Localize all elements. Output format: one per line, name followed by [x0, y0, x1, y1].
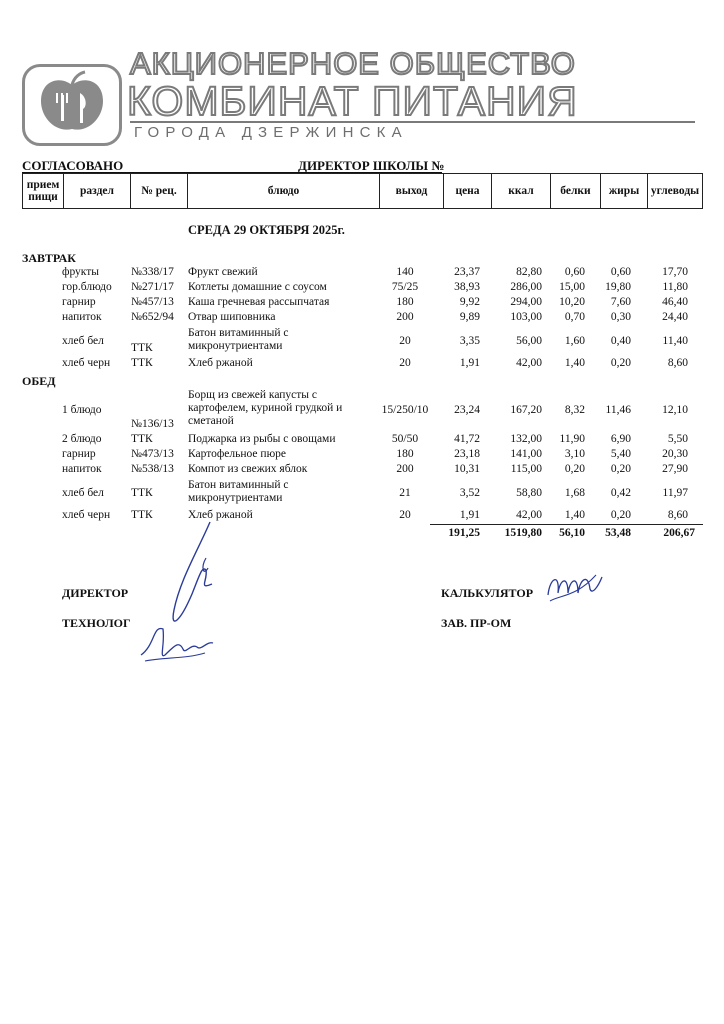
row-fat: 0,60: [610, 266, 631, 278]
row-carbs: 5,50: [667, 433, 688, 445]
row-section: напиток: [62, 311, 102, 323]
row-output: 180: [396, 296, 414, 308]
director-signature-label: ДИРЕКТОР: [62, 586, 129, 600]
row-protein: 0,60: [564, 266, 585, 278]
lunch-title: ОБЕД: [22, 374, 56, 388]
row-recipe: №271/17: [131, 281, 174, 293]
row-price: 41,72: [454, 433, 480, 445]
row-output: 21: [399, 487, 411, 499]
row-fat: 19,80: [605, 281, 631, 293]
row-fat: 0,30: [610, 311, 631, 323]
row-dish: Котлеты домашние с соусом: [188, 281, 327, 293]
row-carbs: 11,97: [662, 487, 688, 499]
col-fat: жиры: [601, 174, 648, 209]
row-price: 23,18: [454, 448, 480, 460]
row-price: 9,92: [459, 296, 480, 308]
menu-header-table: [22, 173, 703, 209]
row-price: 9,89: [459, 311, 480, 323]
row-carbs: 27,90: [662, 463, 688, 475]
row-dish: микронутриентами: [188, 492, 283, 504]
col-protein: белки: [551, 174, 601, 209]
row-output: 20: [399, 335, 411, 347]
technologist-signature-label: ТЕХНОЛОГ: [62, 616, 131, 630]
row-protein: 11,90: [559, 433, 585, 445]
row-price: 3,35: [459, 335, 480, 347]
technologist-signature-scribble: [135, 615, 235, 675]
row-price: 23,37: [454, 266, 480, 278]
col-price: цена: [444, 174, 492, 209]
row-dish: Хлеб ржаной: [188, 509, 253, 521]
row-section: гарнир: [62, 448, 96, 460]
row-section: 1 блюдо: [62, 404, 102, 416]
apple-fork-knife-logo-icon: [25, 67, 119, 143]
col-carbs: углеводы: [648, 174, 703, 209]
row-price: 1,91: [459, 509, 480, 521]
company-logo: [22, 64, 122, 146]
row-output: 180: [396, 448, 414, 460]
row-protein: 1,68: [564, 487, 585, 499]
row-carbs: 11,80: [662, 281, 688, 293]
row-fat: 6,90: [610, 433, 631, 445]
row-protein: 8,32: [564, 404, 585, 416]
row-recipe: №652/94: [131, 311, 174, 323]
row-dish: картофелем, куриной грудкой и: [188, 402, 343, 414]
row-section: гор.блюдо: [62, 281, 112, 293]
calculator-signature-scribble: [540, 565, 610, 610]
row-recipe: ТТК: [131, 509, 153, 521]
row-dish: Хлеб ржаной: [188, 357, 253, 369]
row-dish: Фрукт свежий: [188, 266, 258, 278]
row-fat: 5,40: [610, 448, 631, 460]
company-city: ГОРОДА ДЗЕРЖИНСКА: [134, 124, 408, 141]
menu-date: СРЕДА 29 ОКТЯБРЯ 2025г.: [188, 223, 345, 237]
row-dish: Батон витаминный с: [188, 479, 289, 491]
row-dish: Борщ из свежей капусты с: [188, 389, 318, 401]
row-recipe: ТТК: [131, 487, 153, 499]
row-kcal: 42,00: [516, 509, 542, 521]
totals-rule: [430, 524, 703, 525]
row-output: 20: [399, 357, 411, 369]
total-carbs: 206,67: [663, 527, 695, 539]
row-carbs: 24,40: [662, 311, 688, 323]
row-fat: 0,20: [610, 463, 631, 475]
row-protein: 1,40: [564, 357, 585, 369]
row-output: 200: [396, 311, 414, 323]
row-price: 10,31: [454, 463, 480, 475]
row-kcal: 82,80: [516, 266, 542, 278]
row-dish: сметаной: [188, 415, 234, 427]
company-name: КОМБИНАТ ПИТАНИЯ: [127, 78, 578, 124]
row-section: фрукты: [62, 266, 99, 278]
row-output: 200: [396, 463, 414, 475]
total-price: 191,25: [448, 527, 480, 539]
row-kcal: 294,00: [510, 296, 542, 308]
row-fat: 7,60: [610, 296, 631, 308]
row-kcal: 58,80: [516, 487, 542, 499]
row-dish: Поджарка из рыбы с овощами: [188, 433, 336, 445]
col-meal: прием пищи: [23, 174, 64, 209]
row-carbs: 11,40: [662, 335, 688, 347]
row-dish: Батон витаминный с: [188, 327, 289, 339]
col-kcal: ккал: [492, 174, 551, 209]
row-section: хлеб бел: [62, 487, 104, 499]
row-section: 2 блюдо: [62, 433, 102, 445]
row-price: 3,52: [459, 487, 480, 499]
row-price: 1,91: [459, 357, 480, 369]
col-section: раздел: [64, 174, 131, 209]
row-price: 38,93: [454, 281, 480, 293]
row-recipe: ТТК: [131, 433, 153, 445]
row-carbs: 46,40: [662, 296, 688, 308]
row-kcal: 167,20: [510, 404, 542, 416]
agreed-label: СОГЛАСОВАНО: [22, 158, 124, 173]
row-recipe: №136/13: [131, 418, 174, 430]
row-dish: Картофельное пюре: [188, 448, 287, 460]
row-fat: 0,20: [610, 509, 631, 521]
row-recipe: ТТК: [131, 357, 153, 369]
breakfast-title: ЗАВТРАК: [22, 251, 77, 265]
calculator-signature-label: КАЛЬКУЛЯТОР: [441, 586, 534, 600]
row-dish: микронутриентами: [188, 340, 283, 352]
row-output: 20: [399, 509, 411, 521]
row-output: 15/250/10: [381, 404, 429, 416]
row-fat: 0,40: [610, 335, 631, 347]
total-protein: 56,10: [559, 527, 585, 539]
row-section: гарнир: [62, 296, 96, 308]
row-kcal: 103,00: [510, 311, 542, 323]
row-dish: Компот из свежих яблок: [188, 463, 308, 475]
row-section: хлеб бел: [62, 335, 104, 347]
row-recipe: №457/13: [131, 296, 174, 308]
row-section: хлеб черн: [62, 357, 111, 369]
row-kcal: 42,00: [516, 357, 542, 369]
row-kcal: 141,00: [510, 448, 542, 460]
row-recipe: №538/13: [131, 463, 174, 475]
total-fat: 53,48: [605, 527, 631, 539]
row-output: 75/25: [391, 281, 419, 293]
row-dish: Каша гречневая рассыпчатая: [188, 296, 330, 308]
row-recipe: ТТК: [131, 342, 153, 354]
row-protein: 3,10: [564, 448, 585, 460]
row-price: 23,24: [454, 404, 480, 416]
row-dish: Отвар шиповника: [188, 311, 276, 323]
col-recipe: № рец.: [131, 174, 188, 209]
row-protein: 1,60: [564, 335, 585, 347]
row-protein: 0,70: [564, 311, 585, 323]
row-carbs: 20,30: [662, 448, 688, 460]
row-recipe: №473/13: [131, 448, 174, 460]
row-carbs: 8,60: [667, 509, 688, 521]
row-protein: 15,00: [559, 281, 585, 293]
row-protein: 1,40: [564, 509, 585, 521]
row-output: 140: [396, 266, 414, 278]
col-output: выход: [380, 174, 444, 209]
row-carbs: 12,10: [662, 404, 688, 416]
row-section: хлеб черн: [62, 509, 111, 521]
director-school-label: ДИРЕКТОР ШКОЛЫ №: [298, 158, 445, 173]
col-dish: блюдо: [188, 174, 380, 209]
row-kcal: 132,00: [510, 433, 542, 445]
row-output: 50/50: [391, 433, 419, 445]
row-fat: 0,20: [610, 357, 631, 369]
row-protein: 10,20: [559, 296, 585, 308]
head-production-signature-label: ЗАВ. ПР-ОМ: [441, 616, 512, 630]
row-kcal: 115,00: [510, 463, 542, 475]
row-carbs: 17,70: [662, 266, 688, 278]
row-carbs: 8,60: [667, 357, 688, 369]
row-fat: 11,46: [605, 404, 631, 416]
company-type: АКЦИОНЕРНОЕ ОБЩЕСТВО: [130, 46, 576, 81]
row-section: напиток: [62, 463, 102, 475]
row-protein: 0,20: [564, 463, 585, 475]
row-kcal: 286,00: [510, 281, 542, 293]
total-kcal: 1519,80: [504, 527, 542, 539]
row-kcal: 56,00: [516, 335, 542, 347]
row-fat: 0,42: [610, 487, 631, 499]
row-recipe: №338/17: [131, 266, 174, 278]
